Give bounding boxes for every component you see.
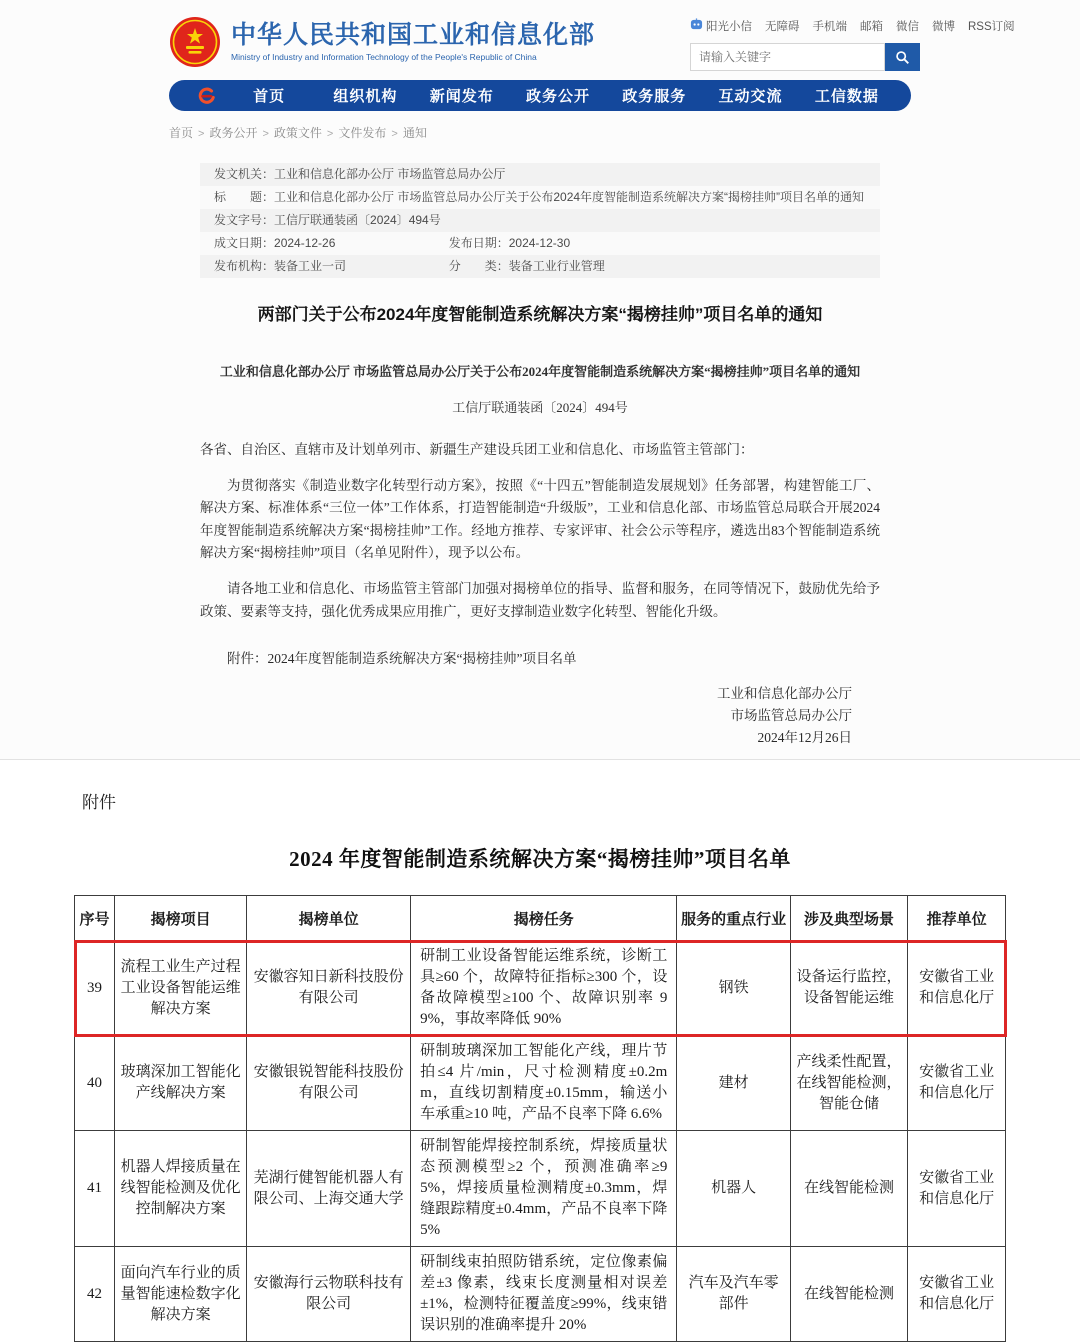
meta-value: 工业和信息化部办公厅 市场监管总局办公厅关于公布2024年度智能制造系统解决方案“揭榜挂帅”项目名单的通知	[274, 190, 865, 204]
cell-unit: 安徽银锐智能科技股份有限公司	[247, 1036, 411, 1131]
cell-industry: 汽车及汽车零部件	[677, 1247, 791, 1342]
table-row	[75, 1036, 1006, 1131]
cell-recommender: 安徽省工业和信息化厅	[908, 1131, 1006, 1247]
attachment-link[interactable]: 附件：2024年度智能制造系统解决方案“揭榜挂帅”项目名单	[227, 651, 577, 666]
cell-project: 流程工业生产过程工业设备智能运维解决方案	[115, 941, 247, 1036]
cell-task: 研制智能焊接控制系统，焊接质量状态预测模型≥2 个，预测准确率≥95%，焊接质量检测精度±0.3mm，焊缝跟踪精度±0.4mm，产品不良率下降 5%	[411, 1131, 677, 1247]
meta-pair	[214, 259, 449, 274]
table-row	[75, 1247, 1006, 1342]
nav-item-7[interactable]: 工信数据	[814, 88, 879, 105]
meta-pair	[449, 236, 570, 251]
signoff-line-2: 市场监管总局办公厅	[730, 708, 852, 723]
cell-industry: 机器人	[677, 1131, 791, 1247]
brand-text	[231, 22, 595, 63]
meta-value: 2024-12-26	[274, 236, 336, 250]
document-number: 工信厅联通装函〔2024〕494号	[452, 400, 628, 415]
meta-label: 发布日期：	[448, 236, 509, 250]
top-link-label: 无障碍	[765, 21, 800, 33]
national-emblem-logo	[169, 16, 221, 68]
column-header: 推荐单位	[908, 896, 1006, 941]
cell-no: 40	[75, 1036, 115, 1131]
cell-recommender: 安徽省工业和信息化厅	[908, 1247, 1006, 1342]
meta-row	[200, 255, 880, 278]
table-header-row	[75, 896, 1006, 941]
paragraph-2: 请各地工业和信息化、市场监管主管部门加强对揭榜单位的指导、监督和服务，在同等情况下，鼓励优先给予政策、要素等支持，强化优秀成果应用推广，更好支撑制造业数字化转型、智能化升级。	[200, 581, 880, 619]
column-header: 序号	[75, 896, 115, 941]
table-row	[75, 941, 1006, 1036]
meta-label: 成文日期：	[214, 236, 275, 250]
top-link-label: RSS订阅	[968, 21, 1015, 33]
signoff-block	[200, 683, 880, 749]
search-icon	[895, 50, 910, 65]
breadcrumb-item-3[interactable]: 政策文件	[273, 126, 322, 140]
column-header: 揭榜单位	[247, 896, 411, 941]
signoff-line-3: 2024年12月26日	[757, 730, 852, 745]
search-button[interactable]	[885, 43, 920, 71]
meta-value: 2024-12-30	[508, 236, 571, 250]
top-link-label: 邮箱	[860, 21, 883, 33]
meta-pair	[214, 167, 505, 182]
cell-no: 39	[75, 941, 115, 1036]
breadcrumb-separator: >	[326, 128, 334, 140]
paragraph-1: 为贯彻落实《制造业数字化转型行动方案》，按照《“十四五”智能制造发展规划》任务部署，构建智能工厂、解决方案、标准体系“三位一体”工作体系，打造智能制造“升级版”，工业和信息化部、市场监管总局联合开展2024年度智能制造系统解决方案“揭榜挂帅”工作。经地方推荐、专家评审、社会公示等程序，遴选出83个智能制造系统解决方案“揭榜挂帅”项目（名单见附件），现予以公布。	[200, 477, 880, 560]
top-link-4[interactable]	[860, 18, 883, 34]
meta-label: 发文机关：	[214, 167, 275, 181]
breadcrumb-item-2[interactable]: 政务公开	[209, 126, 258, 140]
meta-pair	[214, 190, 864, 205]
meta-label: 发布机构：	[214, 259, 275, 273]
meta-row	[200, 232, 880, 255]
top-links	[690, 18, 1015, 34]
cell-recommender: 安徽省工业和信息化厅	[908, 1036, 1006, 1131]
cell-no: 42	[75, 1247, 115, 1342]
top-link-6[interactable]	[932, 18, 955, 34]
top-link-2[interactable]	[765, 18, 800, 34]
meta-label: 分 类：	[448, 259, 509, 273]
breadcrumb	[169, 124, 911, 141]
meta-row	[200, 186, 880, 209]
cell-task: 研制线束拍照防错系统，定位像素偏差±3 像素，线束长度测量相对误差±1%，检测特征覆盖度≥99%，线束错误识别的准确率提升 20%	[411, 1247, 677, 1342]
salutation: 各省、自治区、直辖市及计划单列市、新疆生产建设兵团工业和信息化、市场监管主管部门：	[200, 442, 754, 457]
nav-item-4[interactable]: 政务公开	[525, 88, 590, 105]
document-meta	[200, 163, 880, 278]
top-link-label: 微信	[896, 21, 919, 33]
cell-industry: 建材	[677, 1036, 791, 1131]
header-tools	[690, 18, 1015, 71]
miit-swirl-icon	[197, 86, 217, 106]
top-link-label: 阳光小信	[706, 21, 752, 33]
main-nav	[169, 80, 911, 111]
column-header: 揭榜项目	[115, 896, 247, 941]
site-title: 中华人民共和国工业和信息化部	[231, 20, 596, 49]
table-row	[75, 1131, 1006, 1247]
cell-recommender: 安徽省工业和信息化厅	[908, 941, 1006, 1036]
nav-item-6[interactable]: 互动交流	[718, 88, 783, 105]
brand	[169, 16, 595, 68]
cell-project: 玻璃深加工智能化产线解决方案	[115, 1036, 247, 1131]
breadcrumb-separator: >	[262, 128, 269, 140]
top-link-label: 手机端	[812, 21, 847, 33]
attachment-section	[74, 760, 1006, 1342]
column-header: 服务的重点行业	[677, 896, 791, 941]
nav-item-5[interactable]: 政务服务	[622, 88, 687, 105]
document-body	[200, 300, 880, 749]
meta-pair	[214, 236, 449, 251]
cell-industry: 钢铁	[677, 941, 791, 1036]
column-header: 涉及典型场景	[790, 896, 907, 941]
cell-unit: 安徽海行云物联科技有限公司	[247, 1247, 411, 1342]
cell-project: 机器人焊接质量在线智能检测及优化控制解决方案	[115, 1131, 247, 1247]
notice-subtitle: 工业和信息化部办公厅 市场监管总局办公厅关于公布2024年度智能制造系统解决方案“揭榜挂帅”项目名单的通知	[219, 364, 861, 379]
meta-pair	[214, 213, 441, 228]
cell-task: 研制工业设备智能运维系统，诊断工具≥60 个，故障特征指标≥300 个，设备故障模型≥100 个、故障识别率 99%，事故率降低 90%	[411, 941, 677, 1036]
meta-label: 标 题：	[214, 190, 275, 204]
breadcrumb-item-1[interactable]: 首页	[169, 126, 194, 140]
signoff-line-1: 工业和信息化部办公厅	[717, 686, 852, 701]
site-subtitle: Ministry of Industry and Information Technology of the People's Republic of China	[231, 52, 537, 63]
nav-item-1[interactable]: 首页	[253, 88, 286, 105]
top-link-3[interactable]	[813, 18, 848, 34]
cell-unit: 安徽容知日新科技股份有限公司	[247, 941, 411, 1036]
meta-value: 装备工业行业管理	[508, 259, 605, 273]
meta-value: 装备工业一司	[274, 259, 347, 273]
attachment-label: 附件	[82, 793, 116, 812]
cell-task: 研制玻璃深加工智能化产线，理片节拍≤4 片/min，尺寸检测精度±0.2mm，直线切割精度±0.15mm，输送小车承重≥10 吨，产品不良率下降 6.6%	[411, 1036, 677, 1131]
nav-item-2[interactable]: 组织机构	[333, 88, 398, 105]
cell-scenario: 在线智能检测	[790, 1131, 907, 1247]
top-link-label: 微博	[932, 21, 955, 33]
meta-pair	[449, 259, 605, 274]
search-input[interactable]	[690, 43, 885, 71]
notice-title: 两部门关于公布2024年度智能制造系统解决方案“揭榜挂帅”项目名单的通知	[257, 305, 823, 324]
cell-scenario: 设备运行监控，设备智能运维	[790, 941, 907, 1036]
cell-scenario: 产线柔性配置，在线智能检测，智能仓储	[790, 1036, 907, 1131]
search-box	[690, 43, 920, 71]
cell-unit: 芜湖行健智能机器人有限公司、上海交通大学	[247, 1131, 411, 1247]
meta-row	[200, 163, 880, 186]
meta-value: 工业和信息化部办公厅 市场监管总局办公厅	[274, 167, 506, 181]
meta-label: 发文字号：	[214, 213, 275, 227]
project-table	[74, 895, 1006, 1342]
cell-scenario: 在线智能检测	[790, 1247, 907, 1342]
breadcrumb-item-4[interactable]: 文件发布	[338, 126, 387, 140]
top-link-1[interactable]	[690, 18, 752, 34]
breadcrumb-separator: >	[391, 128, 398, 140]
breadcrumb-separator: >	[198, 128, 205, 140]
cell-project: 面向汽车行业的质量智能速检数字化解决方案	[115, 1247, 247, 1342]
column-header: 揭榜任务	[411, 896, 677, 941]
nav-item-3[interactable]: 新闻发布	[429, 88, 494, 105]
cell-no: 41	[75, 1131, 115, 1247]
meta-row	[200, 209, 880, 232]
top-link-5[interactable]	[896, 18, 919, 34]
meta-value: 工信厅联通装函〔2024〕494号	[274, 213, 441, 227]
top-link-7[interactable]	[968, 18, 1015, 34]
breadcrumb-item-5: 通知	[402, 126, 427, 140]
sunshine-mascot-icon	[690, 18, 703, 34]
attachment-table-title: 2024 年度智能制造系统解决方案“揭榜挂帅”项目名单	[289, 847, 791, 871]
